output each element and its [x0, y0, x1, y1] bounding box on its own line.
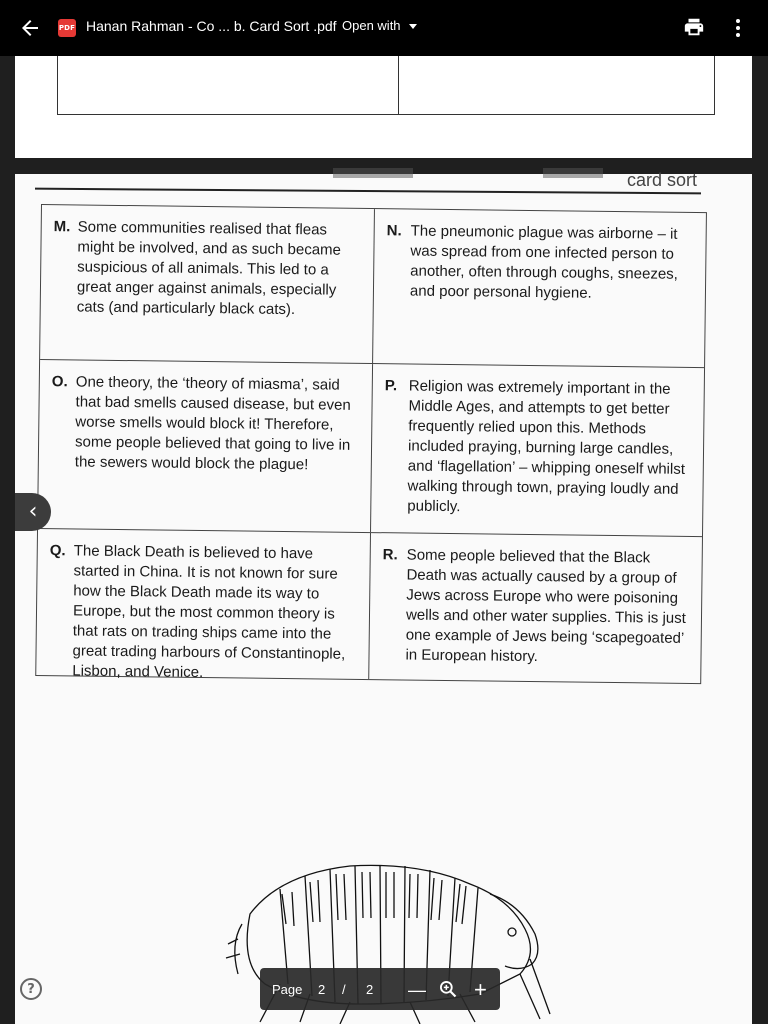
print-icon[interactable] — [683, 16, 705, 38]
header-fragment-text: card sort — [627, 170, 698, 190]
page-controls — [260, 968, 500, 1010]
card-p — [370, 364, 704, 536]
chevron-down-icon — [409, 24, 417, 29]
card-n — [372, 209, 706, 367]
card-letter: Q. — [49, 542, 66, 560]
table-row — [36, 528, 702, 683]
open-with-button[interactable] — [342, 18, 417, 33]
page-separator: / — [342, 982, 346, 997]
pdf-page-1 — [15, 56, 752, 158]
top-bar — [0, 0, 768, 56]
header-fragment-mark — [543, 168, 603, 178]
card-m — [40, 205, 374, 363]
header-fragment-mark — [333, 168, 413, 178]
zoom-out-button[interactable]: — — [408, 980, 426, 1000]
card-letter: N. — [386, 222, 402, 240]
current-page-input[interactable]: 2 — [318, 982, 326, 997]
pdf-file-icon: PDF — [58, 19, 76, 37]
zoom-in-button[interactable]: + — [474, 977, 487, 1002]
table-row — [38, 359, 704, 536]
card-text: Religion was extremely important in the Middle Ages, and attempts to get better frequently relied upon this. Methods included praying, burning large candles, and ‘flagellation’ – whipping oneself whilst walking through town, praying loudly and publicly. — [407, 377, 686, 516]
back-arrow-icon[interactable] — [18, 16, 42, 40]
more-options-icon[interactable] — [728, 16, 748, 40]
card-r — [368, 533, 702, 683]
card-text: One theory, the ‘theory of miasma’, said that bad smells caused disease, but even worse smells would block it! Therefore, some people believed that going to live in the sewers would block the plague! — [74, 373, 351, 474]
table-remnant — [57, 56, 715, 115]
chevron-left-icon: ‹ — [28, 499, 38, 524]
card-q — [36, 529, 370, 682]
card-text: Some communities realised that fleas might be involved, and as such became suspicious of all animals. This led to a great anger against animals, especially cats (and particularly black cats). — [76, 218, 342, 319]
card-letter: R. — [382, 546, 398, 564]
help-button[interactable] — [20, 978, 42, 1000]
table-divider — [398, 56, 399, 114]
card-text: The pneumonic plague was airborne – it was spread from one infected person to another, often through coughs, sneezes, and poor personal hygiene. — [409, 222, 678, 302]
pdf-page-2 — [15, 170, 752, 1024]
question-mark-icon: ? — [27, 981, 35, 997]
zoom-icon[interactable] — [438, 979, 458, 999]
card-text: Some people believed that the Black Death was actually caused by a group of Jews across Europe who were poisoning wells and other water supplies. This is just one example of Jews being ‘scapegoated’ in European history. — [405, 546, 686, 666]
card-o — [38, 360, 372, 532]
open-with-label: Open with — [342, 18, 401, 33]
card-letter: O. — [51, 373, 68, 391]
table-row — [40, 205, 706, 367]
page-label: Page — [272, 982, 303, 997]
header-rule — [35, 188, 701, 194]
card-sort-table — [35, 204, 707, 684]
file-title: Hanan Rahman - Co ... b. Card Sort .pdf — [86, 18, 337, 34]
card-text: The Black Death is believed to have started in China. It is not known for sure how the Black Death made its way to Europe, but the most common theory is that rats on trading ships came into the great trading harbours of Constantinople, Lisbon, and Venice. — [72, 542, 346, 682]
card-letter: P. — [384, 377, 398, 395]
total-pages: 2 — [366, 982, 374, 997]
card-letter: M. — [53, 218, 71, 236]
